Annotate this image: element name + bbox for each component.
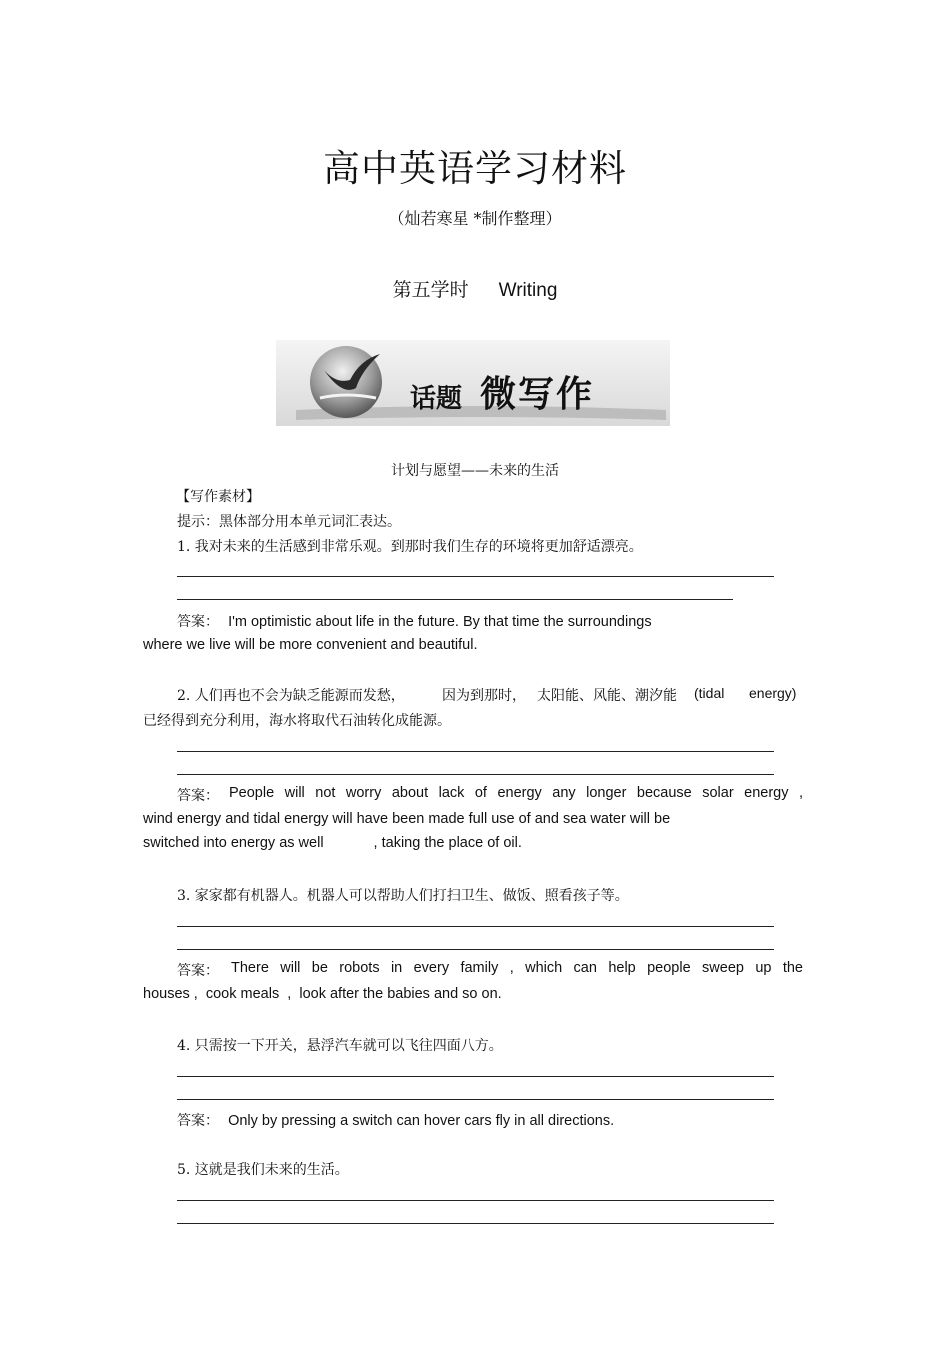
item-1-answer [177,611,652,631]
document-subtitle: （灿若寒星 *制作整理） [388,209,562,228]
answer-line [177,1223,774,1224]
answer-line [177,599,733,600]
item-1-answer-cont: where we live will be more convenient and beautiful. [143,637,478,653]
topic-banner [276,340,670,426]
lesson-topic: Writing [498,280,558,301]
section-topic: 计划与愿望——未来的生活 [391,463,559,479]
answer-line [177,949,774,950]
answer-text: There will be robots in every family , which can help people sweep up the [231,960,803,976]
answer-line [177,926,774,927]
document-title: 高中英语学习材料 [323,147,627,190]
answer-text: Only by pressing a switch can hover cars fly in all directions. [228,1113,615,1129]
lesson-number: 第五学时 [392,279,469,301]
item-3-prompt: 3. 家家都有机器人。机器人可以帮助人们打扫卫生、做饭、照看孩子等。 [177,888,629,904]
item-4-answer [177,1110,614,1130]
answer-label: 答案： [177,963,219,979]
answer-line [177,751,774,752]
item-1-prompt: 1. 我对未来的生活感到非常乐观。到那时我们生存的环境将更加舒适漂亮。 [177,539,643,555]
answer-line [177,576,774,577]
item-2-answer-cont-2: switched into energy as well , taking the place of oil. [143,835,522,851]
item-2-prompt: 2. 人们再也不会为缺乏能源而发愁， 因为到那时， 太阳能、风能、潮汐能 (tidal energy) [177,685,797,704]
answer-text: People will not worry about lack of energy any longer because solar energy , [229,785,803,801]
banner-graphic [276,340,670,426]
answer-label: 答案： [177,788,219,804]
answer-label: 答案： [177,614,219,630]
lesson-heading [0,275,950,302]
banner-label-topic: 话题 [410,384,463,414]
answer-text: I'm optimistic about life in the future. By that time the surroundings [228,614,652,630]
answer-line [177,774,774,775]
answer-line [177,1099,774,1100]
materials-label: 【写作素材】 [176,489,260,505]
hint-text: 提示：黑体部分用本单元词汇表达。 [177,514,401,530]
answer-line [177,1076,774,1077]
banner-label-micro-writing: 微写作 [480,374,595,415]
item-2-answer [177,785,803,805]
item-5-prompt: 5. 这就是我们未来的生活。 [177,1162,349,1178]
item-2-prompt-cont: 已经得到充分利用，海水将取代石油转化成能源。 [143,713,451,729]
answer-label: 答案： [177,1113,219,1129]
item-4-prompt: 4. 只需按一下开关，悬浮汽车就可以飞往四面八方。 [177,1038,503,1054]
item-3-answer-cont: houses , cook meals , look after the babies and so on. [143,986,502,1002]
item-3-answer [177,960,803,980]
answer-line [177,1200,774,1201]
item-2-answer-cont: wind energy and tidal energy will have been made full use of and sea water will be [143,811,671,827]
